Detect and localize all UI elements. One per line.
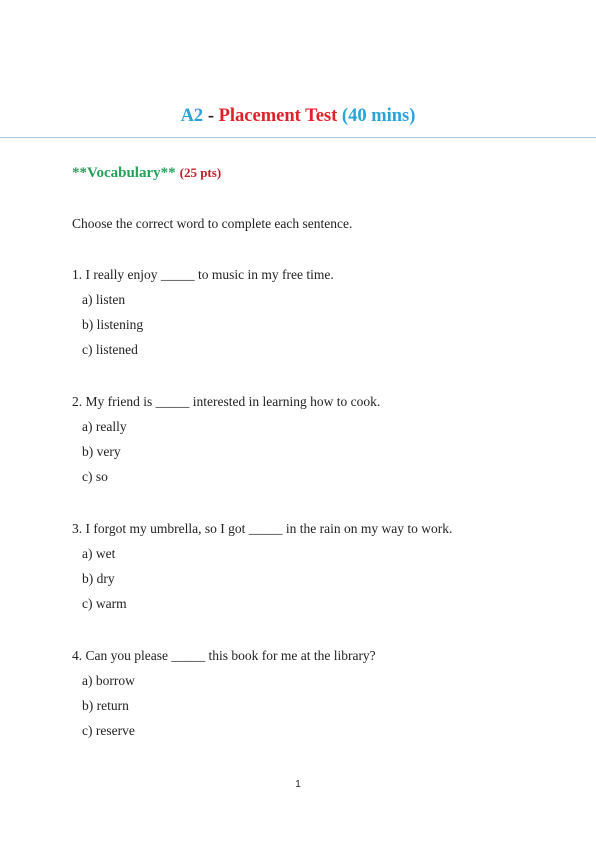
option-c: c) listened bbox=[82, 342, 138, 357]
option-a: a) borrow bbox=[82, 673, 135, 688]
instructions-text: Choose the correct word to complete each sentence. bbox=[72, 216, 353, 231]
option-a: a) listen bbox=[82, 292, 126, 307]
section-name: **Vocabulary** bbox=[72, 165, 176, 181]
title-separator: - bbox=[207, 106, 214, 126]
option-c: c) reserve bbox=[82, 723, 135, 738]
option-b: b) return bbox=[82, 698, 129, 713]
option-b: b) very bbox=[82, 444, 121, 459]
title-level: A2 bbox=[180, 106, 204, 126]
question-3 bbox=[72, 520, 452, 613]
title-test-name: Placement Test bbox=[218, 106, 338, 126]
question-stem: 2. My friend is _____ interested in learning how to cook. bbox=[72, 394, 381, 409]
question-stem: 4. Can you please _____ this book for me at the library? bbox=[72, 648, 376, 663]
title-divider bbox=[0, 137, 596, 138]
page-title bbox=[0, 106, 596, 127]
title-duration: (40 mins) bbox=[341, 106, 416, 126]
option-b: b) listening bbox=[82, 317, 144, 332]
section-heading bbox=[72, 164, 221, 182]
option-a: a) really bbox=[82, 419, 127, 434]
question-stem: 3. I forgot my umbrella, so I got _____ in the rain on my way to work. bbox=[72, 521, 453, 536]
option-b: b) dry bbox=[82, 571, 115, 586]
question-1 bbox=[72, 266, 334, 359]
question-4 bbox=[72, 647, 376, 740]
page-number: 1 bbox=[295, 779, 301, 790]
option-c: c) so bbox=[82, 469, 108, 484]
option-c: c) warm bbox=[82, 596, 127, 611]
question-stem: 1. I really enjoy _____ to music in my free time. bbox=[72, 267, 334, 282]
question-2 bbox=[72, 393, 380, 486]
option-a: a) wet bbox=[82, 546, 116, 561]
section-points: (25 pts) bbox=[179, 165, 222, 180]
